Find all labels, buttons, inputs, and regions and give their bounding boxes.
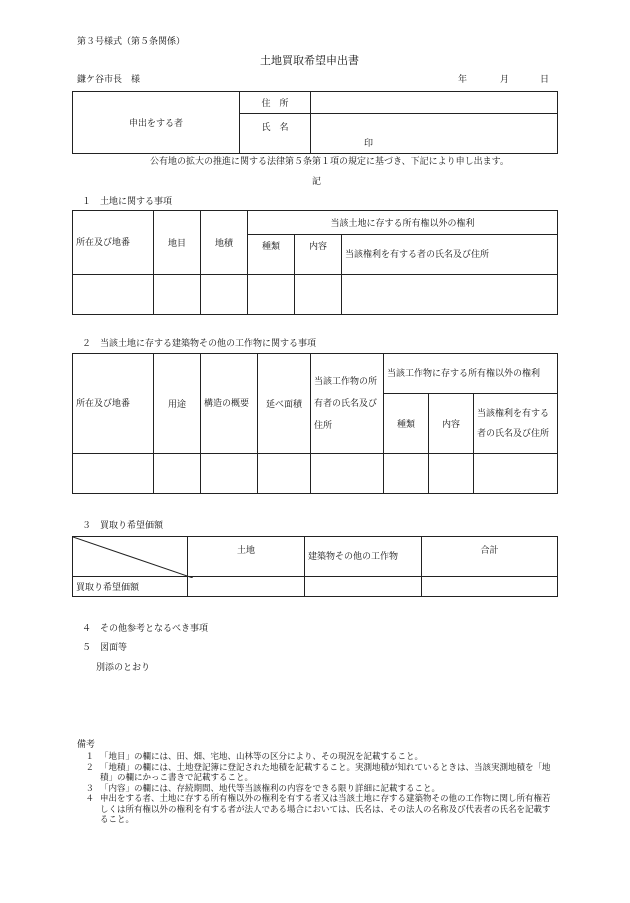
structure-cell-kind[interactable] <box>384 454 429 494</box>
land-cell-chimoku[interactable] <box>154 275 201 315</box>
date-month-label: 月 <box>500 75 510 85</box>
price-row-label: 買取り希望価額 <box>73 577 188 597</box>
structure-col-owner: 当該工作物の所有者の氏名及び住所 <box>311 354 384 454</box>
structure-cell-use[interactable] <box>154 454 201 494</box>
land-col-chimoku: 地目 <box>154 211 201 275</box>
structure-cell-location[interactable] <box>73 454 154 494</box>
form-number: 第３号様式（第５条関係） <box>77 37 186 47</box>
ki-label: 記 <box>312 177 322 187</box>
structure-cell-content[interactable] <box>429 454 474 494</box>
address-field[interactable] <box>311 92 558 114</box>
note-item: ３ 「内容」の欄には、存続期間、地代等当該権利の内容をできる限り詳細に記載すること。 <box>85 783 441 794</box>
land-col-holder: 当該権利を有する者の氏名及び住所 <box>342 235 558 275</box>
structure-col-holder: 当該権利を有する者の氏名及び住所 <box>474 394 558 454</box>
price-table <box>72 536 558 597</box>
note-item: ２ 「地積」の欄には、土地登記簿に登記された地積を記載すること。実測地積が知れているときは、当該実測地積を「地積」の欄にかっこ書きで記載すること。 <box>85 762 551 783</box>
note-item: １ 「地目」の欄には、田、畑、宅地、山林等の区分により、その現況を記載すること。 <box>85 752 424 762</box>
applicant-label: 申出をする者 <box>73 92 240 154</box>
seal-mark: 印 <box>364 139 374 149</box>
structure-table <box>72 353 558 494</box>
address-label: 住 所 <box>240 92 311 114</box>
section5-heading: ５ 図面等 <box>82 643 128 653</box>
land-cell-holder[interactable] <box>342 275 558 315</box>
structure-col-kind: 種類 <box>384 394 429 454</box>
price-col-building: 建築物その他の工作物 <box>305 537 422 577</box>
structure-cell-floor[interactable] <box>258 454 311 494</box>
structure-col-rights: 当該工作物に存する所有権以外の権利 <box>384 354 558 394</box>
name-label: 氏 名 <box>240 114 311 154</box>
price-cell-total[interactable] <box>422 577 558 597</box>
land-col-location: 所在及び地番 <box>73 211 154 275</box>
applicant-table <box>72 91 558 154</box>
date-day-label: 日 <box>540 75 550 85</box>
land-table <box>72 210 558 315</box>
section3-heading: ３ 買取り希望価額 <box>82 521 164 531</box>
price-col-land: 土地 <box>188 537 305 577</box>
name-field[interactable] <box>311 114 558 154</box>
price-diagonal-cell <box>73 537 188 577</box>
structure-col-floor: 延べ面積 <box>258 354 311 454</box>
structure-col-location: 所在及び地番 <box>73 354 154 454</box>
notes-heading: 備考 <box>77 740 96 750</box>
land-col-rights: 当該土地に存する所有権以外の権利 <box>248 211 558 235</box>
diagonal-line <box>73 537 193 578</box>
section4-heading: ４ その他参考となるべき事項 <box>82 624 209 634</box>
structure-cell-holder[interactable] <box>474 454 558 494</box>
intro-text: 公有地の拡大の推進に関する法律第５条第１項の規定に基づき、下記により申し出ます。 <box>150 157 509 167</box>
structure-col-use: 用途 <box>154 354 201 454</box>
section5-body: 別添のとおり <box>96 663 151 673</box>
notes-list <box>72 752 552 826</box>
addressee: 鎌ケ谷市長 様 <box>77 75 141 85</box>
land-col-content: 内容 <box>295 235 342 275</box>
date-year-label: 年 <box>458 75 468 85</box>
land-cell-content[interactable] <box>295 275 342 315</box>
land-cell-location[interactable] <box>73 275 154 315</box>
price-cell-land[interactable] <box>188 577 305 597</box>
section2-heading: ２ 当該土地に存する建築物その他の工作物に関する事項 <box>82 339 317 349</box>
note-item: ４ 申出をする者、土地に存する所有権以外の権利を有する者又は当該土地に存する建築物その他の工作物に関し所有権若しくは所有権以外の権利を有する者が法人である場合においては、氏名は、その法人の名称及び代表者の氏名を記載すること。 <box>85 794 551 825</box>
structure-col-content: 内容 <box>429 394 474 454</box>
price-cell-building[interactable] <box>305 577 422 597</box>
page-title: 土地買取希望申出書 <box>260 54 359 67</box>
section1-heading: １ 土地に関する事項 <box>82 197 173 207</box>
price-col-total: 合計 <box>422 537 558 577</box>
structure-cell-structure[interactable] <box>201 454 258 494</box>
land-cell-kind[interactable] <box>248 275 295 315</box>
land-col-kind: 種類 <box>248 235 295 275</box>
land-col-area: 地積 <box>201 211 248 275</box>
land-cell-area[interactable] <box>201 275 248 315</box>
structure-cell-owner[interactable] <box>311 454 384 494</box>
structure-col-structure: 構造の概要 <box>201 354 258 454</box>
